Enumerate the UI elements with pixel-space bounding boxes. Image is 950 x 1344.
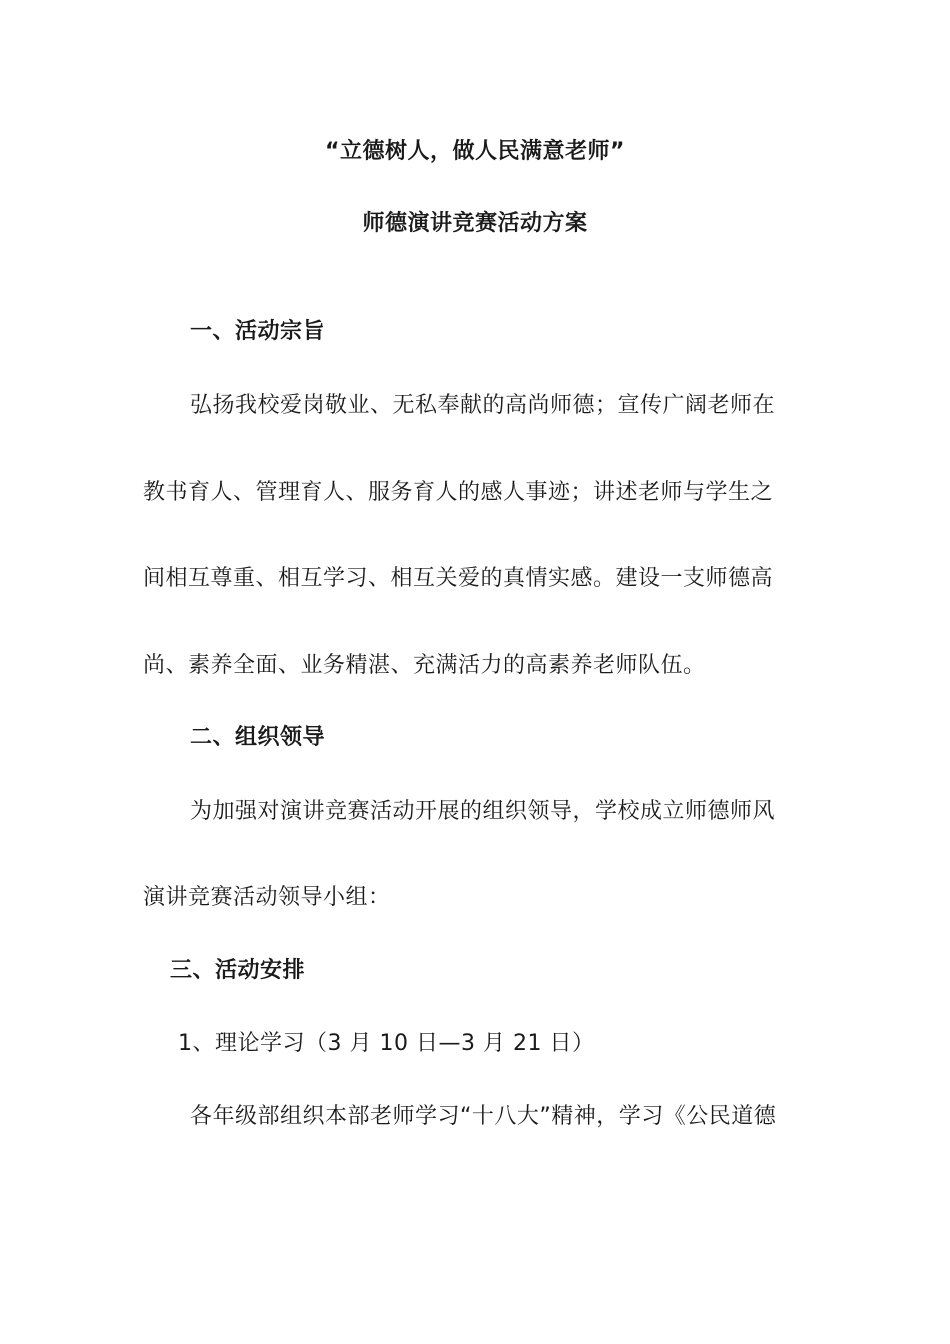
section3-item1: 1、理论学习（3 月 10 日—3 月 21 日） (178, 1031, 595, 1056)
section2-paragraph-line: 为加强对演讲竞赛活动开展的组织领导，学校成立师德师风 (190, 799, 776, 824)
document-title-line1: “立德树人，做人民满意老师” (325, 139, 625, 164)
document-title-line2: 师德演讲竞赛活动方案 (362, 211, 588, 236)
section1-paragraph-line: 尚、素养全面、业务精湛、充满活力的高素养老师队伍。 (143, 653, 706, 678)
section1-paragraph-line: 教书育人、管理育人、服务育人的感人事迹；讲述老师与学生之 (143, 480, 774, 505)
section2-heading: 二、组织领导 (190, 725, 326, 750)
section1-paragraph-line: 弘扬我校爱岗敬业、无私奉献的高尚师德；宣传广阔老师在 (190, 393, 776, 418)
section3-paragraph-line: 各年级部组织本部老师学习“十八大”精神，学习《公民道德 (190, 1104, 777, 1129)
section3-heading: 三、活动安排 (170, 958, 306, 983)
section1-heading: 一、活动宗旨 (190, 319, 326, 344)
section2-paragraph-line: 演讲竞赛活动领导小组： (143, 885, 391, 910)
section1-paragraph-line: 间相互尊重、相互学习、相互关爱的真情实感。建设一支师德高 (143, 566, 774, 591)
